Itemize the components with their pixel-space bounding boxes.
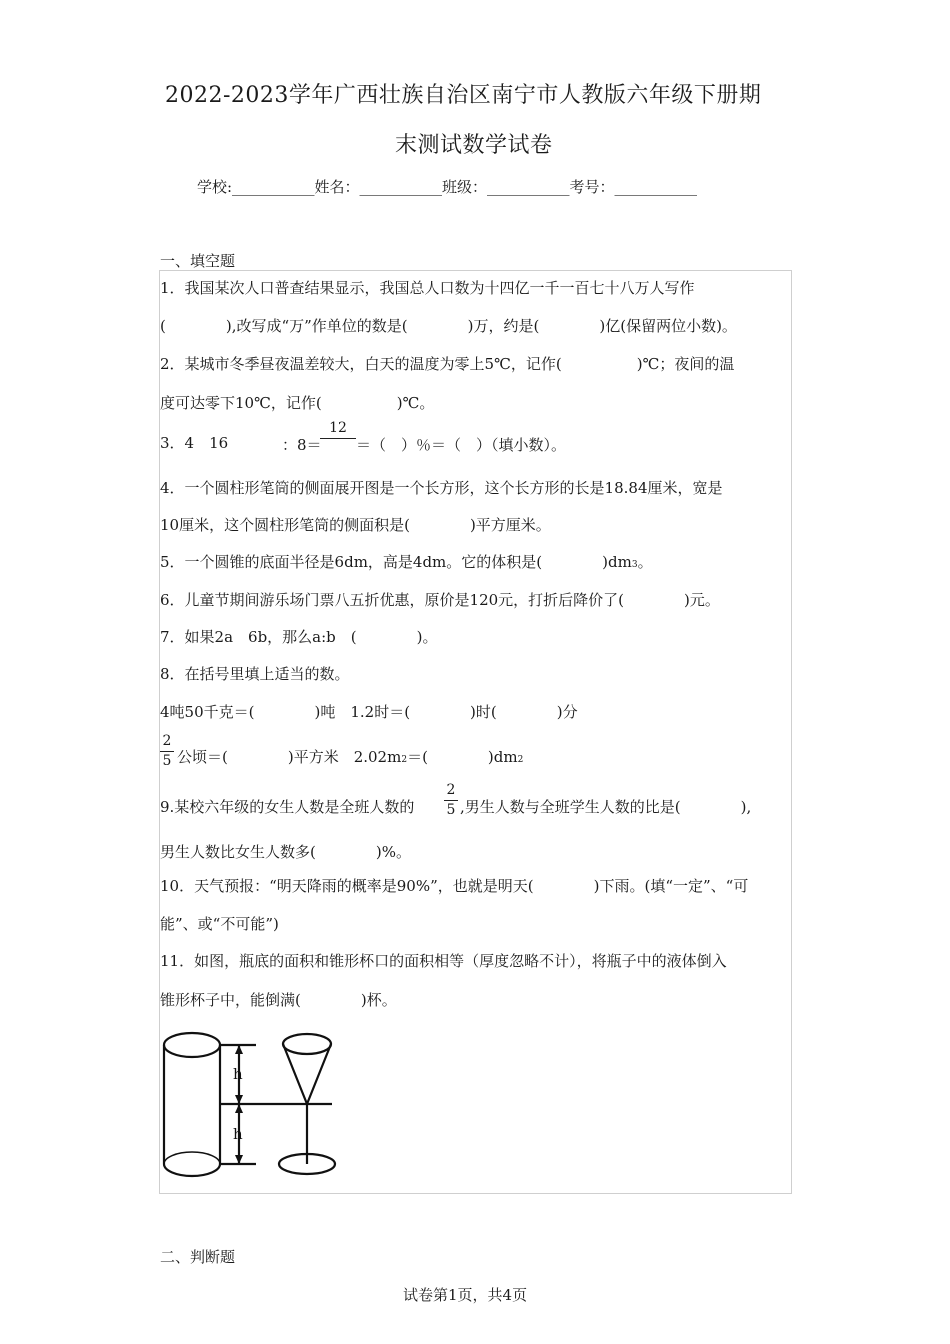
page-footer: 试卷第1页，共4页	[403, 1286, 528, 1304]
question-3-ratio: ：8＝	[282, 436, 322, 454]
question-11-line-2: 锥形杯子中，能倒满( )杯。	[160, 991, 397, 1009]
arrow-head-down-1	[235, 1095, 243, 1104]
title-line-1: 2022-2023学年广西壮族自治区南宁市人教版六年级下册期	[165, 83, 762, 108]
student-info-line: 学校:___________姓名：___________班级：___________考号：___________	[197, 178, 698, 196]
section-fill-in: 一、填空题	[160, 252, 236, 270]
fraction-bar	[444, 800, 458, 801]
question-8-exp-2: 2	[517, 755, 524, 765]
question-2-line-2: 度可达零下10℃，记作( )℃。	[160, 394, 435, 412]
question-4-line-2: 10厘米，这个圆柱形笔筒的侧面积是( )平方厘米。	[160, 516, 551, 534]
question-8-denominator: 5	[162, 753, 172, 769]
question-3-numerator: 12	[329, 420, 347, 436]
question-9-line-2: 男生人数比女生人数多( )%。	[160, 843, 411, 861]
question-9-start: 9.某校六年级的女生人数是全班人数的	[160, 798, 415, 816]
arrow-head-down-2	[235, 1155, 243, 1164]
arrow-head-up-2	[235, 1104, 243, 1113]
question-9-end: ,男生人数与全班学生人数的比是( ),	[460, 798, 752, 816]
fraction-bar	[160, 751, 174, 752]
question-5-text: 5．一个圆锥的底面半径是6dm，高是4dm。它的体积是( )dm	[160, 553, 632, 571]
question-8-row-2-text: 公顷＝( )平方米 2.02m	[177, 748, 402, 766]
question-7: 7．如果2a 6b，那么a:b ( )。	[160, 628, 438, 646]
arrow-head-up-1	[235, 1045, 243, 1054]
question-9-denominator: 5	[446, 802, 456, 818]
question-1-line-1: 1．我国某次人口普查结果显示，我国总人口数为十四亿一千一百七十八万人写作	[160, 279, 695, 297]
question-11-line-1: 11．如图，瓶底的面积和锥形杯口的面积相等（厚度忽略不计），将瓶子中的液体倒入	[160, 952, 727, 970]
question-3-start: 3．4 16	[160, 434, 229, 452]
height-label-top: h	[233, 1065, 243, 1083]
question-9-numerator: 2	[446, 782, 456, 798]
height-label-bottom: h	[233, 1125, 243, 1143]
question-5-unit-exp: 3	[631, 560, 638, 570]
question-4-line-1: 4．一个圆柱形笔筒的侧面展开图是一个长方形，这个长方形的长是18.84厘米，宽是	[160, 479, 723, 497]
question-10-line-1: 10．天气预报：“明天降雨的概率是90%”，也就是明天( )下雨。(填“一定”、“可	[160, 877, 749, 895]
bottle-cup-figure	[160, 1030, 340, 1178]
title-line-2: 末测试数学试卷	[395, 133, 553, 158]
bottle-bottom-back	[164, 1152, 220, 1164]
question-8-numerator: 2	[162, 733, 172, 749]
question-8-row-2	[177, 747, 523, 770]
cup-rim	[283, 1034, 331, 1054]
question-9-fraction	[444, 782, 458, 819]
question-3-end: ＝（ ）％＝（ ）（填小数）。	[356, 436, 567, 454]
bottle-bottom-edge	[164, 1164, 220, 1176]
section-true-false: 二、判断题	[160, 1248, 236, 1266]
fraction-bar	[320, 438, 356, 439]
question-5-end: 。	[637, 553, 653, 571]
question-6: 6．儿童节期间游乐场门票八五折优惠，原价是120元，打折后降价了( )元。	[160, 591, 720, 609]
question-1-line-2: ( ),改写成“万”作单位的数是( )万，约是( )亿(保留两位小数)。	[160, 317, 737, 335]
question-8: 8．在括号里填上适当的数。	[160, 665, 350, 683]
question-2-line-1: 2．某城市冬季昼夜温差较大，白天的温度为零上5℃，记作( )℃；夜间的温	[160, 355, 735, 373]
question-5	[160, 552, 653, 575]
bottle-top-ellipse	[164, 1033, 220, 1057]
question-8-row-2-end: ＝( )dm	[407, 748, 518, 766]
question-8-fraction	[160, 733, 174, 770]
question-10-line-2: 能”、或“不可能”)	[160, 915, 279, 933]
question-8-exp-1: 2	[401, 755, 408, 765]
question-8-row-1: 4吨50千克＝( )吨 1.2时＝( )时( )分	[160, 703, 578, 721]
question-3-fraction	[320, 420, 356, 440]
